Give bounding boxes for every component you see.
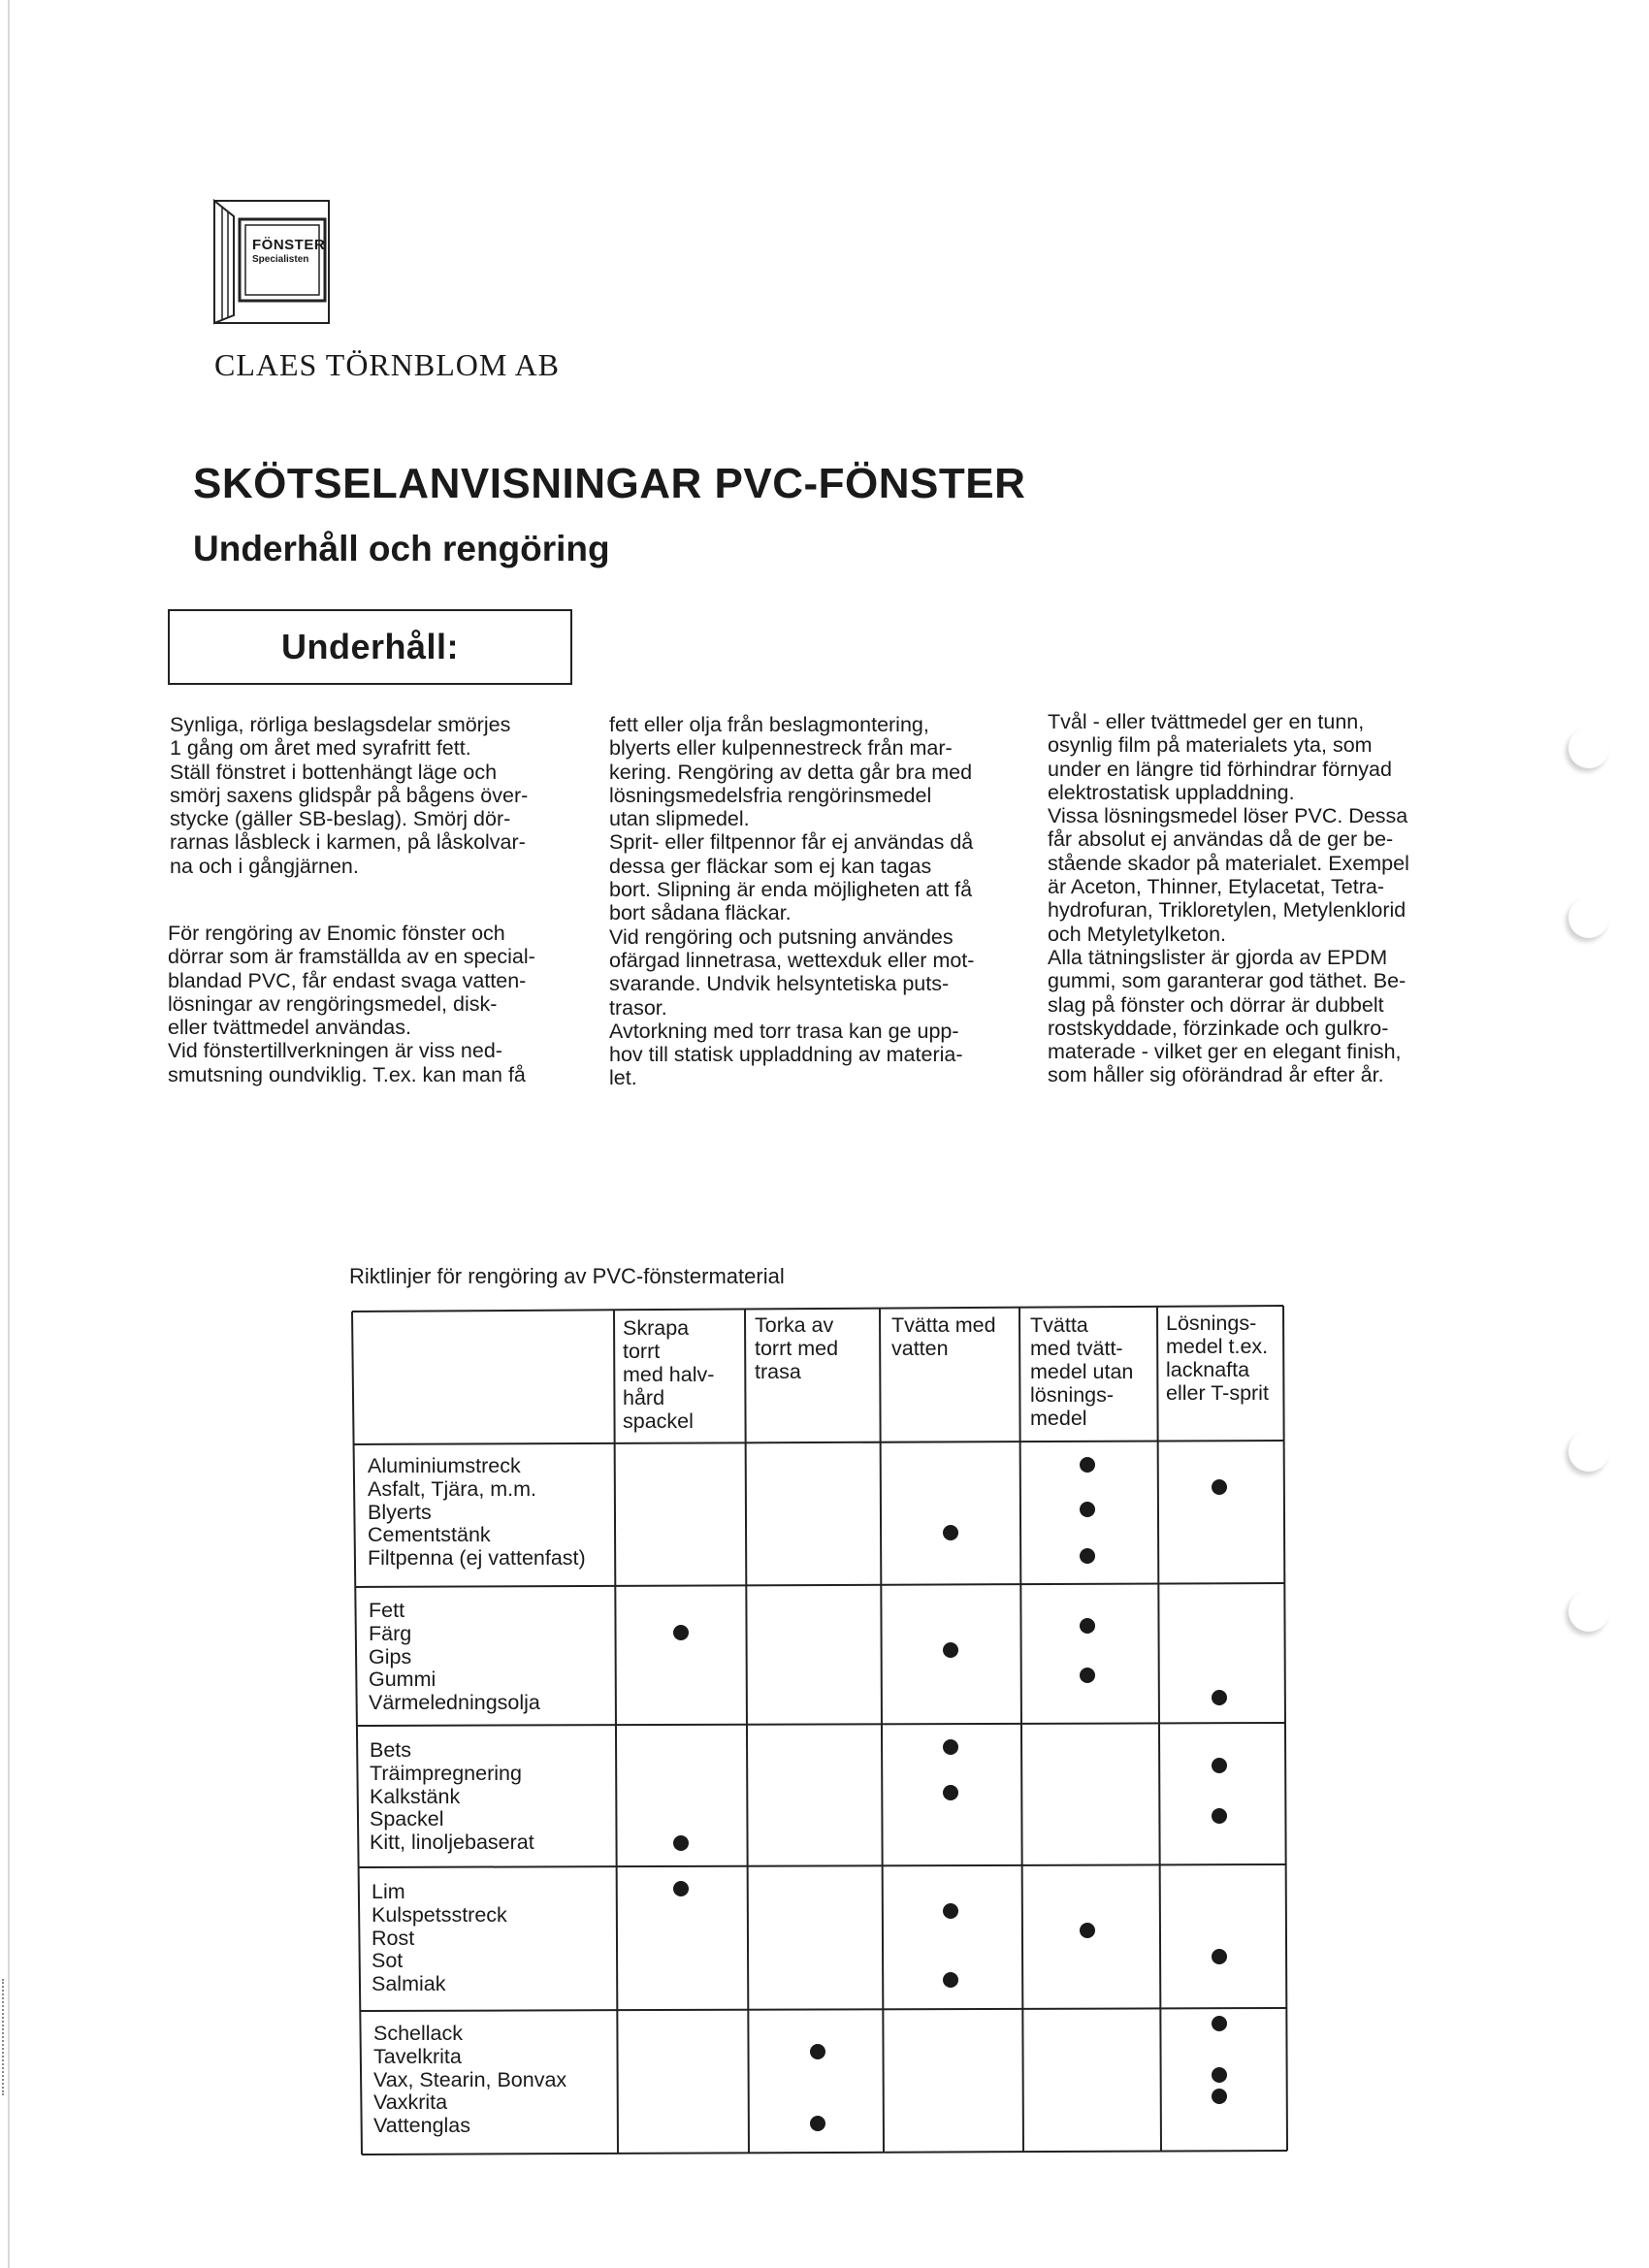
table-row-label: Salmiak <box>372 1972 446 1996</box>
text-line: bort sådana fläckar. <box>609 901 792 925</box>
table-row-label: Schellack <box>373 2022 464 2045</box>
table-dot-mark <box>673 1835 689 1851</box>
binder-hole <box>1568 897 1609 938</box>
table-dot-mark <box>1212 1690 1227 1705</box>
table-row-label: Gips <box>369 1644 412 1669</box>
text-line: materade - vilket ger en elegant finish, <box>1048 1040 1402 1064</box>
table-row-label: Lim <box>372 1880 405 1903</box>
table-dot-mark <box>1080 1668 1095 1683</box>
table-dot-mark <box>943 1525 958 1540</box>
table-dot-mark <box>810 2044 825 2059</box>
header-wash-detergent <box>1030 1313 1133 1430</box>
text-line: fett eller olja från beslagmontering, <box>609 713 929 736</box>
table-row-label: Spackel <box>370 1807 444 1831</box>
table-dot-mark <box>673 1625 689 1640</box>
table-row-label: Asfalt, Tjära, m.m. <box>368 1476 537 1501</box>
header-line: torrt med <box>755 1337 839 1360</box>
table-dot-mark <box>1080 1548 1095 1564</box>
text-line: bort. Slipning är enda möjligheten att få <box>609 878 973 902</box>
table-row-label: Vax, Stearin, Bonvax <box>373 2067 567 2091</box>
text-line: rarnas låsbleck i karmen, på låskolvar- <box>170 830 526 855</box>
text-line: svarande. Undvik helsyntetiska puts- <box>609 972 950 996</box>
table-dot-mark <box>943 1642 958 1658</box>
text-line: För rengöring av Enomic fönster och <box>168 922 505 945</box>
header-line: Tvätta <box>1030 1313 1088 1337</box>
table-dot-mark <box>810 2116 825 2131</box>
header-line: med tvätt- <box>1030 1337 1123 1360</box>
table-dot-mark <box>1212 1808 1227 1824</box>
table-row-label: Värmeledningsolja <box>369 1691 540 1715</box>
text-line: under en längre tid förhindrar förnyad <box>1048 757 1392 781</box>
text-line: och Metyletylketon. <box>1048 922 1227 946</box>
table-dot-mark <box>1080 1457 1095 1473</box>
binder-hole <box>1568 1591 1609 1632</box>
text-line: rostskyddade, förzinkade och gulkro- <box>1048 1016 1389 1040</box>
table-row-label: Vaxkrita <box>373 2090 448 2115</box>
text-line: blandad PVC, får endast svaga vatten- <box>168 968 527 992</box>
table-dot-mark <box>1080 1923 1095 1938</box>
text-line: Sprit- eller filtpennor får ej användas då <box>609 830 974 855</box>
header-line: med halv- <box>623 1363 715 1386</box>
header-line: spackel <box>623 1409 694 1433</box>
text-line: får absolut ej användas då de ger be- <box>1048 827 1394 852</box>
header-line: Skrapa <box>623 1316 690 1340</box>
row-group-5 <box>373 2023 566 2138</box>
table-row-label: Aluminiumstreck <box>368 1454 521 1477</box>
page-subtitle: Underhåll och rengöring <box>193 529 610 568</box>
table-dot-mark <box>1080 1618 1095 1634</box>
header-line: lacknafta <box>1166 1358 1250 1381</box>
header-line: lösnings- <box>1030 1383 1115 1407</box>
text-line: Ställ fönstret i bottenhängt läge och <box>170 760 498 784</box>
table-row-label: Vattenglas <box>373 2114 471 2138</box>
header-line: medel t.ex. <box>1166 1335 1269 1358</box>
row-group-4 <box>372 1881 507 1996</box>
header-line: medel <box>1030 1407 1087 1430</box>
binder-hole <box>1568 1431 1609 1472</box>
text-line: trasor. <box>609 995 667 1020</box>
table-dot-mark <box>1212 1758 1227 1773</box>
table-row-label: Kitt, linoljebaserat <box>370 1831 534 1855</box>
row-group-1 <box>368 1455 586 1571</box>
text-line: utan slipmedel. <box>609 807 750 831</box>
header-line: medel utan <box>1030 1360 1134 1383</box>
text-line: smutsning oundviklig. T.ex. kan man få <box>168 1062 526 1086</box>
text-line: osynlig film på materialets yta, som <box>1048 733 1373 758</box>
text-line: Vid fönstertillverkningen är viss ned- <box>168 1039 502 1063</box>
text-line: dessa ger fläckar som ej kan tagas <box>609 854 932 878</box>
text-line: hov till statisk uppladdning av materia- <box>609 1043 963 1067</box>
text-line: lösningar av rengöringsmedel, disk- <box>168 991 498 1016</box>
table-row-label: Träimpregnering <box>370 1761 522 1785</box>
header-line: eller T-sprit <box>1166 1381 1269 1405</box>
table-dot-mark <box>943 1972 958 1988</box>
table-row-label: Fett <box>369 1599 405 1622</box>
text-line: som håller sig oförändrad år efter år. <box>1048 1063 1384 1087</box>
text-line: slag på fönster och dörrar är dubbelt <box>1048 992 1384 1017</box>
row-group-2 <box>369 1600 540 1715</box>
table-row-label: Kulspetsstreck <box>372 1902 507 1927</box>
text-line: elektrostatisk uppladdning. <box>1048 780 1295 804</box>
row-group-3 <box>370 1739 534 1855</box>
text-line: Vid rengöring och putsning användes <box>609 924 954 949</box>
text-line: hydrofuran, Trikloretylen, Metylenklorid <box>1048 898 1406 923</box>
text-line: Alla tätningslister är gjorda av EPDM <box>1048 945 1388 969</box>
table-dot-mark <box>1212 2016 1227 2031</box>
text-line: gummi, som garanterar god täthet. Be- <box>1048 969 1406 993</box>
header-wash-water <box>891 1313 996 1360</box>
text-line: kering. Rengöring av detta går bra med <box>609 760 973 784</box>
table-caption: Riktlinjer för rengöring av PVC-fönstermaterial <box>349 1264 785 1288</box>
text-line: stående skador på materialet. Exempel <box>1048 851 1409 875</box>
text-line: Avtorkning med torr trasa kan ge upp- <box>609 1019 959 1043</box>
text-line: lösningsmedelsfria rengörinsmedel <box>609 783 932 807</box>
text-line: blyerts eller kulpennestreck från mar- <box>609 736 953 761</box>
header-line: vatten <box>891 1337 949 1360</box>
text-line: stycke (gäller SB-beslag). Smörj dör- <box>170 807 511 831</box>
section-heading: Underhåll: <box>280 627 459 666</box>
logo-text: FÖNSTER <box>252 237 326 253</box>
binder-hole <box>1568 728 1609 768</box>
table-row-label: Blyerts <box>368 1500 432 1524</box>
text-line: dörrar som är framställda av en special- <box>168 945 535 969</box>
table-row-label: Filtpenna (ej vattenfast) <box>368 1546 586 1571</box>
logo-subtext: Specialisten <box>252 254 309 265</box>
table-dot-mark <box>943 1785 958 1800</box>
text-line: Vissa lösningsmedel löser PVC. Dessa <box>1048 804 1408 828</box>
header-scrape <box>623 1316 714 1433</box>
text-line: eller tvättmedel användas. <box>168 1016 411 1040</box>
text-line: Tvål - eller tvättmedel ger en tunn, <box>1048 710 1365 733</box>
company-name: CLAES TÖRNBLOM AB <box>214 347 561 382</box>
header-line: torrt <box>623 1340 661 1363</box>
table-row-label: Tavelkrita <box>373 2044 462 2068</box>
header-line: Lösnings- <box>1166 1312 1257 1335</box>
text-line: ofärgad linnetrasa, wettexduk eller mot- <box>609 948 975 972</box>
header-line: trasa <box>755 1360 801 1383</box>
table-row-label: Kalkstänk <box>370 1784 461 1808</box>
table-dot-mark <box>1212 2067 1227 2083</box>
table-dot-mark <box>673 1881 689 1896</box>
header-line: Tvätta med <box>891 1313 996 1337</box>
header-line: Torka av <box>755 1313 834 1337</box>
table-row-label: Cementstänk <box>368 1523 491 1547</box>
table-row-label: Sot <box>372 1949 404 1973</box>
table-dot-mark <box>1212 1949 1227 1964</box>
text-line: let. <box>609 1066 637 1090</box>
header-line: hård <box>623 1386 665 1409</box>
page-title: SKÖTSELANVISNINGAR PVC-FÖNSTER <box>193 460 1026 507</box>
header-wipe-dry <box>755 1313 838 1383</box>
text-line: är Aceton, Thinner, Etylacetat, Tetra- <box>1048 875 1384 899</box>
table-dot-mark <box>943 1739 958 1755</box>
table-row-label: Färg <box>369 1621 412 1645</box>
table-row-label: Bets <box>370 1738 412 1762</box>
text-line: 1 gång om året med syrafritt fett. <box>170 736 471 761</box>
table-row-label: Gummi <box>369 1668 436 1692</box>
text-line: na och i gångjärnen. <box>170 854 359 878</box>
text-line: smörj saxens glidspår på bågens över- <box>170 783 529 807</box>
table-row-label: Rost <box>372 1926 415 1950</box>
table-dot-mark <box>943 1903 958 1919</box>
table-dot-mark <box>1212 2089 1227 2104</box>
table-dot-mark <box>1080 1502 1095 1517</box>
text-line: Synliga, rörliga beslagsdelar smörjes <box>170 713 511 736</box>
table-dot-mark <box>1212 1479 1227 1495</box>
header-solvent <box>1166 1312 1269 1405</box>
